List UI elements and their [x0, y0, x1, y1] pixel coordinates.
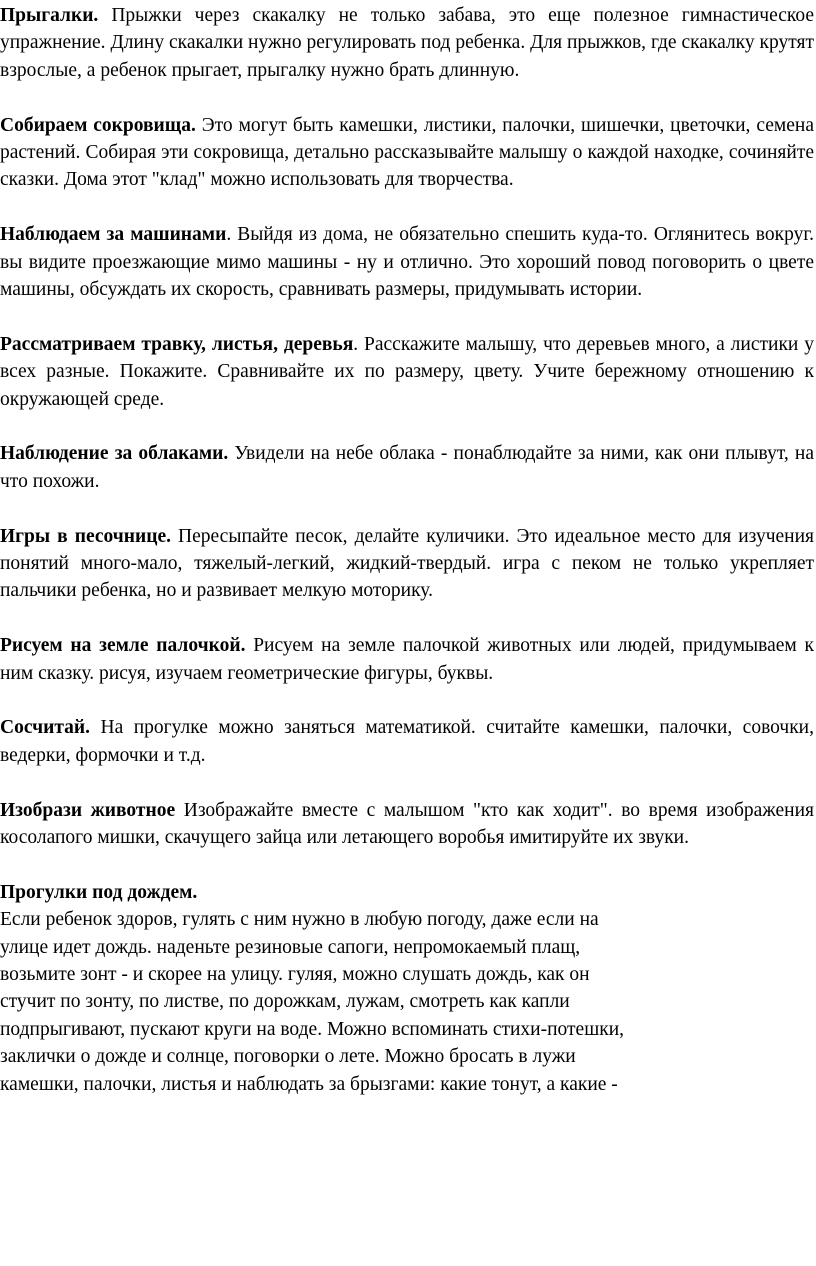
rain-line: камешки, палочки, листья и наблюдать за брызгами: какие тонут, а какие - — [0, 1073, 618, 1095]
section-text: Прыжки через скакалку не только забава, это еще полезное гимнастическое упражнение. Длину скакалки нужно регулировать под ребенка. Для прыжков, где скакалку крутят взрослые, а ребенок прыгает, прыгалку нужно брать длинную. — [0, 5, 814, 81]
section-text: Рисуем на земле палочкой животных или людей, придумываем к ним сказку. рисуя, изучаем геометрические фигуры, буквы. — [0, 635, 814, 684]
section-text: Увидели на небе облака - понаблюдайте за ними, как они плывут, на что похожи. — [0, 443, 814, 492]
section-text: . Расскажите малышу, что деревьев много, а листики у всех разные. Покажите. Сравнивайте их по размеру, цвету. Учите бережному отношению к окружающей среде. — [0, 333, 814, 410]
section-title: Игры в песочнице. — [0, 525, 171, 547]
rain-line: Если ребенок здоров, гулять с ним нужно в любую погоду, даже если на — [0, 909, 599, 931]
section-title: Прогулки под дождем. — [0, 881, 198, 903]
section-title: Прыгалки. — [0, 5, 99, 26]
section-title: Изобрази животное — [0, 799, 176, 821]
section-text: На прогулке можно заняться математикой. считайте камешки, палочки, совочки, ведерки, формочки и т.д. — [0, 717, 814, 766]
section-animals — [0, 797, 814, 852]
rain-line: заклички о дожде и солнце, поговорки о лете. Можно бросать в лужи — [0, 1046, 576, 1068]
rain-line: возьмите зонт - и скорее на улицу. гуляя, можно слушать дождь, как он — [0, 964, 590, 986]
section-clouds — [0, 440, 814, 495]
section-treasures — [0, 112, 814, 194]
section-title: Наблюдение за облаками. — [0, 443, 229, 465]
section-drawing — [0, 632, 814, 687]
section-title: Рассматриваем травку, листья, деревья — [0, 333, 354, 355]
document-page — [0, 2, 814, 1126]
rain-line: улице идет дождь. наденьте резиновые сапоги, непромокаемый плащ, — [0, 936, 581, 958]
section-trees — [0, 331, 814, 413]
rain-line: стучит по зонту, по листве, по дорожкам, лужам, смотреть как капли — [0, 991, 570, 1013]
section-title: Собираем сокровища. — [0, 114, 196, 136]
section-jump-rope — [0, 2, 814, 84]
section-title: Наблюдаем за машинами — [0, 224, 227, 246]
section-rain — [0, 879, 814, 1098]
section-sandbox — [0, 523, 814, 605]
section-counting — [0, 714, 814, 769]
section-title: Рисуем на земле палочкой. — [0, 635, 246, 657]
section-text: Изображайте вместе с малышом "кто как ходит". во время изображения косолапого мишки, скачущего зайца или летающего воробья имитируйте их звуки. — [0, 799, 814, 849]
rain-line: подпрыгивают, пускают круги на воде. Можно вспоминать стихи-потешки, — [0, 1018, 625, 1040]
section-cars — [0, 221, 814, 303]
section-title: Сосчитай. — [0, 717, 91, 739]
section-text: Это могут быть камешки, листики, палочки, шишечки, цветочки, семена растений. Собирая эти сокровища, детально рассказывайте малышу о каждой находке, сочиняйте сказки. Дома этот "клад" можно использовать для творчества. — [0, 114, 814, 191]
section-text: Пересыпайте песок, делайте куличики. Это идеальное место для изучения понятий много-мало, тяжелый-легкий, жидкий-твердый. игра с пеком не только укрепляет пальчики ребенка, но и развивает мелкую моторику. — [0, 525, 814, 602]
section-text: . Выйдя из дома, не обязательно спешить куда-то. Оглянитесь вокруг. вы видите проезжающие мимо машины - ну и отлично. Это хороший повод поговорить о цвете машины, обсуждать их скорость, сравнивать размеры, придумывать истории. — [0, 224, 814, 301]
